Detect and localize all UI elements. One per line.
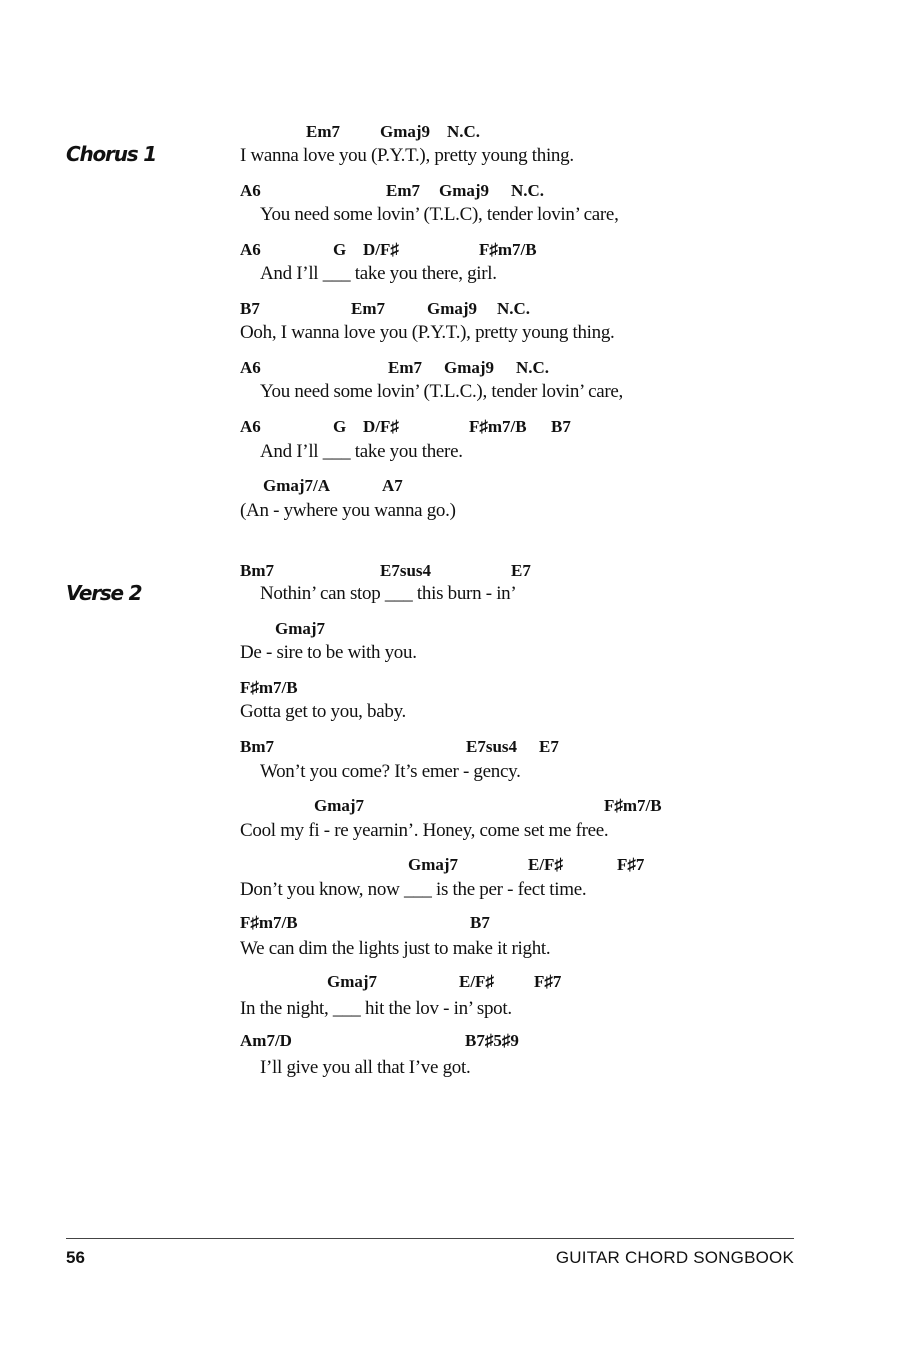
footer-divider — [66, 1238, 794, 1239]
chord-line-verse-4 — [0, 737, 900, 761]
chord-line-chorus-6 — [0, 417, 900, 441]
chord-line-chorus-2 — [0, 181, 900, 205]
chord: E7sus4 — [466, 737, 518, 756]
chord: Gmaj7 — [275, 619, 326, 638]
chord: N.C. — [516, 358, 550, 377]
lyric-line-chorus-6 — [0, 441, 900, 465]
chord-line-verse-1 — [0, 561, 900, 585]
chord: F♯m7/B — [240, 678, 298, 697]
chord-line-verse-5 — [0, 796, 900, 820]
chord: B7 — [551, 417, 571, 436]
chord: Em7 — [388, 358, 422, 377]
lyric: You need some lovin’ (T.L.C.), tender lovin’ care, — [260, 381, 623, 402]
lyric-line-verse-9 — [0, 1057, 900, 1081]
lyric: And I’ll ___ take you there. — [260, 441, 463, 462]
section-label-verse-2: Verse 2 — [66, 581, 142, 605]
lyric: Nothin’ can stop ___ this burn - in’ — [260, 583, 517, 604]
lyric: Don’t you know, now ___ is the per - fect time. — [240, 879, 587, 900]
lyric-line-chorus-4 — [0, 322, 900, 346]
chord: A6 — [240, 240, 261, 259]
chord: Gmaj9 — [444, 358, 495, 377]
chord: F♯m7/B — [469, 417, 527, 436]
chord: D/F♯ — [363, 240, 399, 259]
chord: Em7 — [386, 181, 420, 200]
chord: A7 — [382, 476, 403, 495]
chord: Bm7 — [240, 561, 274, 580]
chord: F♯7 — [617, 855, 645, 874]
lyric-line-chorus-5 — [0, 381, 900, 405]
chord-line-verse-7 — [0, 913, 900, 937]
chord-line-verse-9 — [0, 1031, 900, 1055]
chord: Gmaj7 — [314, 796, 365, 815]
lyric: Ooh, I wanna love you (P.Y.T.), pretty young thing. — [240, 322, 615, 343]
lyric-line-verse-2 — [0, 642, 900, 666]
chord: F♯7 — [534, 972, 562, 991]
lyric: De - sire to be with you. — [240, 642, 417, 663]
lyric-line-verse-5 — [0, 820, 900, 844]
lyric: Gotta get to you, baby. — [240, 701, 407, 722]
chord: Gmaj9 — [427, 299, 478, 318]
lyric-line-verse-1 — [0, 583, 900, 607]
book-title: GUITAR CHORD SONGBOOK — [555, 1248, 794, 1267]
chord: F♯m7/B — [479, 240, 537, 259]
lyric: You need some lovin’ (T.L.C), tender lovin’ care, — [260, 204, 619, 225]
chord: Gmaj7/A — [263, 476, 331, 495]
chord: Bm7 — [240, 737, 274, 756]
chord: N.C. — [497, 299, 531, 318]
lyric: I’ll give you all that I’ve got. — [260, 1057, 471, 1078]
lyric-line-verse-3 — [0, 701, 900, 725]
chord: A6 — [240, 181, 261, 200]
chord: D/F♯ — [363, 417, 399, 436]
chord: Em7 — [351, 299, 385, 318]
chord-line-chorus-1 — [0, 122, 900, 146]
lyric: In the night, ___ hit the lov - in’ spot. — [240, 998, 512, 1019]
lyric-line-chorus-7 — [0, 500, 900, 524]
lyric: And I’ll ___ take you there, girl. — [260, 263, 497, 284]
chord: Am7/D — [240, 1031, 292, 1050]
chord: E7 — [539, 737, 559, 756]
lyric-line-verse-6 — [0, 879, 900, 903]
chord-line-verse-8 — [0, 972, 900, 996]
lyric: Won’t you come? It’s emer - gency. — [260, 761, 521, 782]
lyric: We can dim the lights just to make it right. — [240, 938, 551, 959]
lyric: Cool my fi - re yearnin’. Honey, come set me free. — [240, 820, 609, 841]
lyric: I wanna love you (P.Y.T.), pretty young thing. — [240, 145, 574, 166]
lyric-line-chorus-1 — [0, 145, 900, 169]
chord: N.C. — [511, 181, 545, 200]
chord-line-verse-3 — [0, 678, 900, 702]
page-number: 56 — [66, 1248, 85, 1267]
chord: E/F♯ — [528, 855, 563, 874]
chord-line-chorus-3 — [0, 240, 900, 264]
chord-line-verse-2 — [0, 619, 900, 643]
chord: B7♯5♯9 — [465, 1031, 519, 1050]
section-label-chorus-1: Chorus 1 — [66, 142, 156, 166]
lyric-line-verse-4 — [0, 761, 900, 785]
chord: E/F♯ — [459, 972, 494, 991]
chord: Em7 — [306, 122, 340, 141]
chord-line-verse-6 — [0, 855, 900, 879]
lyric-line-chorus-2 — [0, 204, 900, 228]
chord: F♯m7/B — [604, 796, 662, 815]
chord: B7 — [470, 913, 490, 932]
chord: A6 — [240, 358, 261, 377]
chord: F♯m7/B — [240, 913, 298, 932]
chord: Gmaj7 — [327, 972, 378, 991]
chord: G — [333, 417, 347, 436]
chord-line-chorus-5 — [0, 358, 900, 382]
chord: E7 — [511, 561, 531, 580]
lyric: (An - ywhere you wanna go.) — [240, 500, 456, 521]
lyric-line-verse-7 — [0, 938, 900, 962]
chord: B7 — [240, 299, 260, 318]
lyric-line-verse-8 — [0, 998, 900, 1022]
chord: E7sus4 — [380, 561, 432, 580]
lyric-line-chorus-3 — [0, 263, 900, 287]
chord: G — [333, 240, 347, 259]
chord: A6 — [240, 417, 261, 436]
chord-line-chorus-7 — [0, 476, 900, 500]
chord: N.C. — [447, 122, 481, 141]
chord: Gmaj9 — [439, 181, 490, 200]
chord: Gmaj9 — [380, 122, 431, 141]
chord-line-chorus-4 — [0, 299, 900, 323]
chord: Gmaj7 — [408, 855, 459, 874]
